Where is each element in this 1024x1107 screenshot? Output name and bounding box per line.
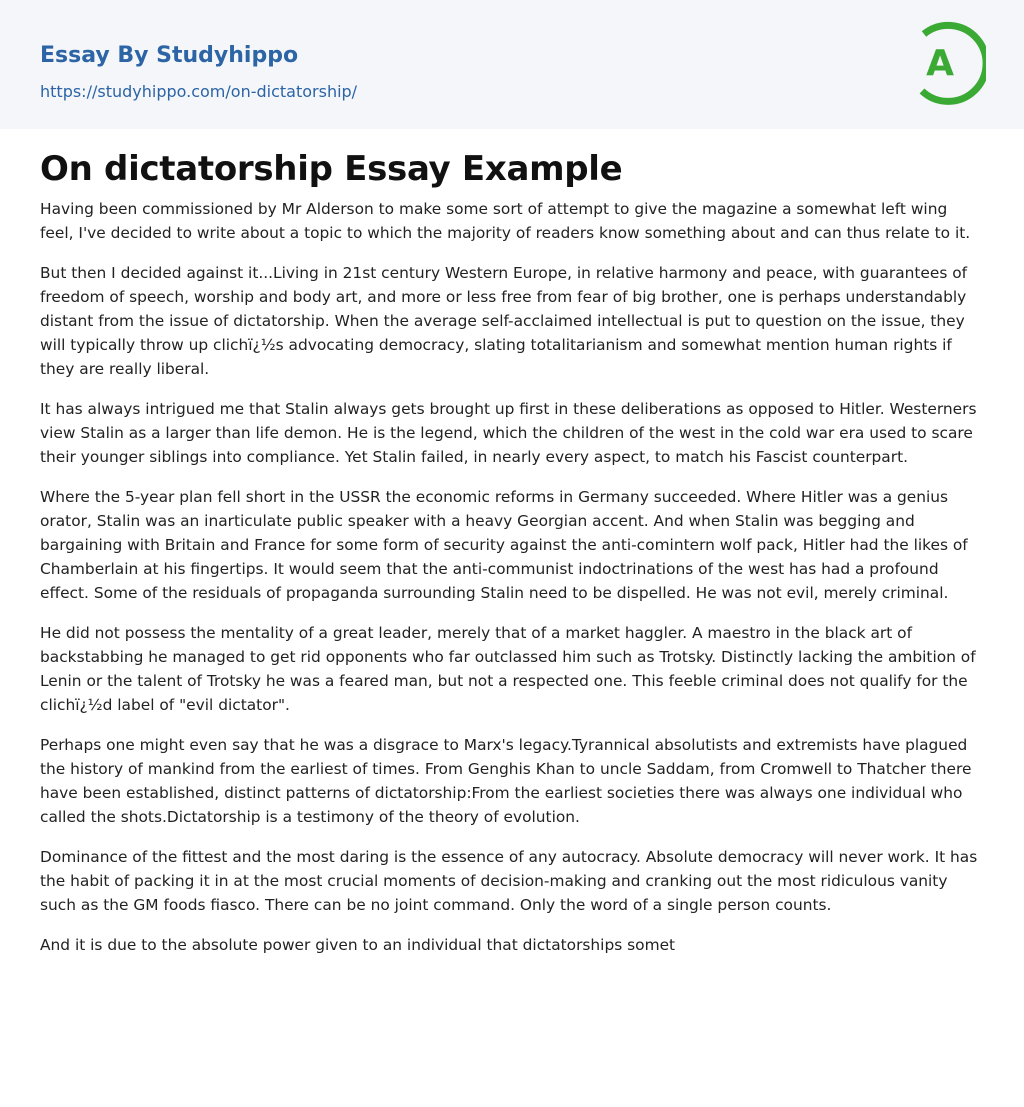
article-paragraph-5: He did not possess the mentality of a great leader, merely that of a market haggler. A maestro in the black art of backstabbing he managed to get rid opponents who far outclassed him such as Trotsky. Distinctly lacking the ambition of Lenin or the talent of Trotsky he was a feared man, but not a respected one. This feeble criminal does not qualify for the clichï¿½d label of "evil dictator". (40, 624, 976, 714)
article-paragraph-4: Where the 5-year plan fell short in the USSR the economic reforms in Germany succeeded. Where Hitler was a genius orator, Stalin was an inarticulate public speaker with a heavy Georgian accent. And when Stalin was begging and bargaining with Britain and France for some form of security against the anti-comintern wolf pack, Hitler had the likes of Chamberlain at his fingertips. It would seem that the anti-communist indoctrinations of the west has had a profound effect. Some of the residuals of propaganda surrounding Stalin need to be dispelled. He was not evil, merely criminal. (40, 488, 968, 602)
article-paragraph-8: And it is due to the absolute power given to an individual that dictatorships somet (40, 936, 676, 954)
studyhippo-logo-icon[interactable] (914, 18, 986, 106)
article-paragraph-6: Perhaps one might even say that he was a disgrace to Marx's legacy.Tyrannical absolutists and extremists have plagued the history of mankind from the earliest of times. From Genghis Khan to uncle Saddam, from Cromwell to Thatcher there have been established, distinct patterns of dictatorship:From the earliest societies there was always one individual who called the shots.Dictatorship is a testimony of the theory of evolution. (40, 736, 972, 826)
article (0, 149, 1024, 957)
page-title: On dictatorship Essay Example (40, 149, 623, 189)
article-paragraph-7: Dominance of the fittest and the most daring is the essence of any autocracy. Absolute democracy will never work. It has the habit of packing it in at the most crucial moments of decision-making and cranking out the most ridiculous vanity such as the GM foods fiasco. There can be no joint command. Only the word of a single person counts. (40, 848, 978, 914)
essay-url-link[interactable]: https://studyhippo.com/on-dictatorship/ (40, 82, 358, 101)
article-paragraph-2: But then I decided against it...Living in 21st century Western Europe, in relative harmony and peace, with guarantees of freedom of speech, worship and body art, and more or less free from fear of big brother, one is perhaps understandably distant from the issue of dictatorship. When the average self-acclaimed intellectual is put to question on the issue, they will typically throw up clichï¿½s advocating democracy, slating totalitarianism and somewhat mention human rights if they are really liberal. (40, 264, 968, 378)
logo-letter: A (926, 43, 954, 84)
site-header (0, 0, 1024, 129)
brand-title: Essay By Studyhippo (40, 43, 299, 68)
article-paragraph-3: It has always intrigued me that Stalin always gets brought up first in these deliberations as opposed to Hitler. Westerners view Stalin as a larger than life demon. He is the legend, which the children of the west in the cold war era used to scare their younger siblings into compliance. Yet Stalin failed, in nearly every aspect, to match his Fascist counterpart. (40, 400, 977, 466)
article-paragraph-1: Having been commissioned by Mr Alderson to make some sort of attempt to give the magazine a somewhat left wing feel, I've decided to write about a topic to which the majority of readers know something about and can thus relate to it. (40, 200, 971, 242)
